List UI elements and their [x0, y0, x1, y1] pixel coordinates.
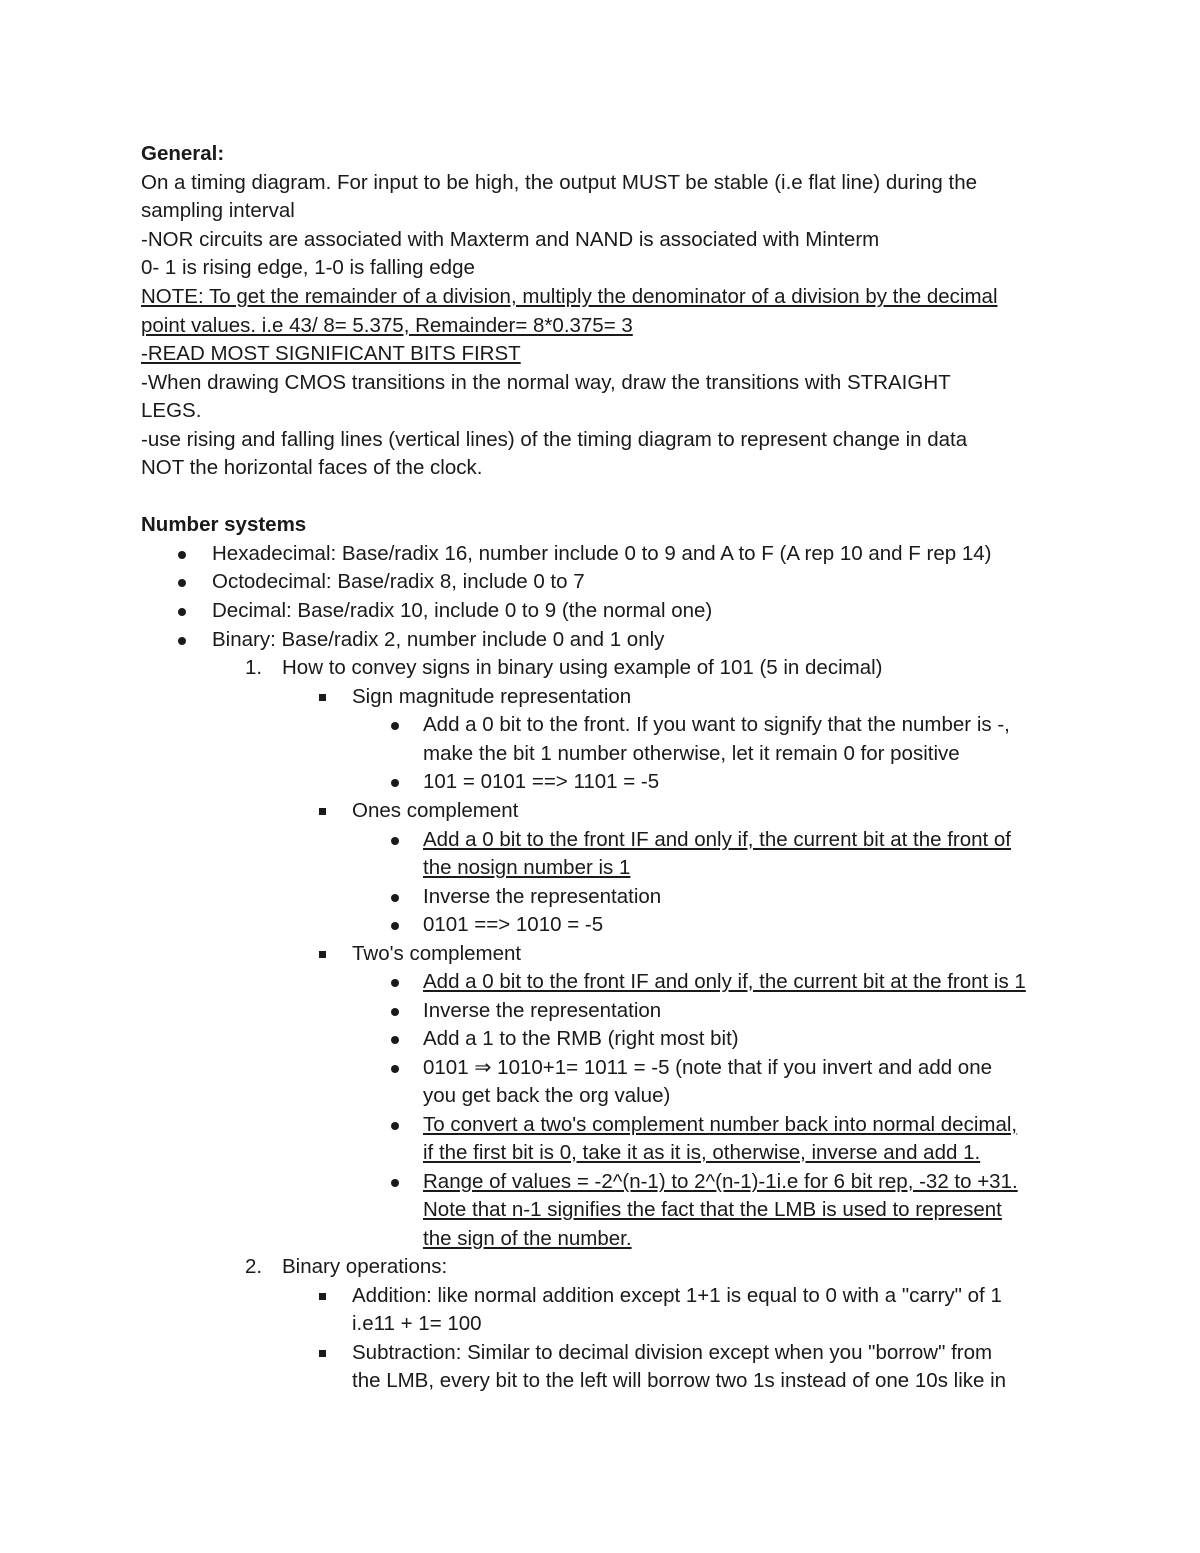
list-item-line: Add a 0 bit to the front IF and only if, the current bit at the front of: [423, 828, 1012, 851]
bullet-square-icon: [316, 940, 328, 969]
note-line: NOTE: To get the remainder of a division, multiply the denominator of a division by the decimal: [141, 285, 998, 308]
list-item-decimal: Decimal: Base/radix 10, include 0 to 9 (the normal one): [212, 599, 713, 622]
list-item-line: Range of values = -2^(n-1) to 2^(n-1)-1i.e for 6 bit rep, -32 to +31.: [423, 1170, 1018, 1193]
list-item-twos-complement: Two's complement: [352, 942, 522, 965]
list-item-ones-complement: Ones complement: [352, 799, 519, 822]
paragraph-line: On a timing diagram. For input to be high, the output MUST be stable (i.e flat line) during the: [141, 171, 978, 194]
bullet-dot-icon: [176, 568, 188, 597]
list-item-line: 101 = 0101 ==> 1101 = -5: [423, 770, 660, 793]
list-marker: 1.: [245, 656, 263, 679]
bullet-dot-icon: [389, 1054, 401, 1083]
list-item-line: 0101 ⇒ 1010+1= 1011 = -5 (note that if you invert and add one: [423, 1056, 993, 1079]
list-item-line: the LMB, every bit to the left will borrow two 1s instead of one 10s like in: [352, 1369, 1007, 1392]
bullet-square-icon: [316, 1339, 328, 1368]
bullet-dot-icon: [389, 997, 401, 1026]
list-item-addition: Addition: like normal addition except 1+1 is equal to 0 with a "carry" of 1: [352, 1284, 1002, 1307]
list-item-line: Add a 0 bit to the front. If you want to signify that the number is -,: [423, 713, 1010, 736]
bullet-dot-icon: [389, 711, 401, 740]
list-item-binary: Binary: Base/radix 2, number include 0 and 1 only: [212, 628, 665, 651]
list-item-signs: How to convey signs in binary using example of 101 (5 in decimal): [282, 656, 883, 679]
list-item-line: Note that n-1 signifies the fact that the LMB is used to represent: [423, 1198, 1002, 1221]
paragraph-line: -When drawing CMOS transitions in the normal way, draw the transitions with STRAIGHT: [141, 371, 951, 394]
paragraph-line: LEGS.: [141, 399, 202, 422]
note-line: -READ MOST SIGNIFICANT BITS FIRST: [141, 342, 521, 365]
list-item-octodecimal: Octodecimal: Base/radix 8, include 0 to 7: [212, 570, 585, 593]
list-item-line: Inverse the representation: [423, 999, 662, 1022]
paragraph-line: NOT the horizontal faces of the clock.: [141, 456, 483, 479]
bullet-square-icon: [316, 797, 328, 826]
bullet-dot-icon: [389, 826, 401, 855]
list-item-line: 0101 ==> 1010 = -5: [423, 913, 604, 936]
list-item-line: the sign of the number.: [423, 1227, 632, 1250]
list-item-line: i.e11 + 1= 100: [352, 1312, 482, 1335]
paragraph-line: 0- 1 is rising edge, 1-0 is falling edge: [141, 256, 475, 279]
list-item-subtraction: Subtraction: Similar to decimal division except when you "borrow" from: [352, 1341, 993, 1364]
section-heading-general: General:: [141, 142, 225, 165]
list-item-line: Add a 0 bit to the front IF and only if, the current bit at the front is 1: [423, 970, 1026, 993]
bullet-dot-icon: [389, 968, 401, 997]
bullet-dot-icon: [176, 597, 188, 626]
list-item-sign-magnitude: Sign magnitude representation: [352, 685, 632, 708]
note-line: point values. i.e 43/ 8= 5.375, Remainder= 8*0.375= 3: [141, 314, 633, 337]
list-item-line: the nosign number is 1: [423, 856, 631, 879]
bullet-dot-icon: [389, 768, 401, 797]
list-item-line: make the bit 1 number otherwise, let it remain 0 for positive: [423, 742, 960, 765]
list-item-line: if the first bit is 0, take it as it is, otherwise, inverse and add 1.: [423, 1141, 981, 1164]
list-marker: 2.: [245, 1255, 263, 1278]
list-item-binary-operations: Binary operations:: [282, 1255, 448, 1278]
paragraph-line: sampling interval: [141, 199, 295, 222]
bullet-dot-icon: [389, 883, 401, 912]
paragraph-line: -NOR circuits are associated with Maxterm and NAND is associated with Minterm: [141, 228, 880, 251]
bullet-dot-icon: [176, 626, 188, 655]
section-heading-number-systems: Number systems: [141, 513, 307, 536]
list-item-line: Inverse the representation: [423, 885, 662, 908]
bullet-square-icon: [316, 1282, 328, 1311]
bullet-square-icon: [316, 683, 328, 712]
bullet-dot-icon: [389, 911, 401, 940]
list-item-line: To convert a two's complement number back into normal decimal,: [423, 1113, 1018, 1136]
list-item-line: Add a 1 to the RMB (right most bit): [423, 1027, 739, 1050]
list-item-hexadecimal: Hexadecimal: Base/radix 16, number include 0 to 9 and A to F (A rep 10 and F rep 14): [212, 542, 992, 565]
bullet-dot-icon: [176, 540, 188, 569]
bullet-dot-icon: [389, 1168, 401, 1197]
paragraph-line: -use rising and falling lines (vertical lines) of the timing diagram to represent change in data: [141, 428, 968, 451]
list-item-line: you get back the org value): [423, 1084, 671, 1107]
bullet-dot-icon: [389, 1025, 401, 1054]
bullet-dot-icon: [389, 1111, 401, 1140]
